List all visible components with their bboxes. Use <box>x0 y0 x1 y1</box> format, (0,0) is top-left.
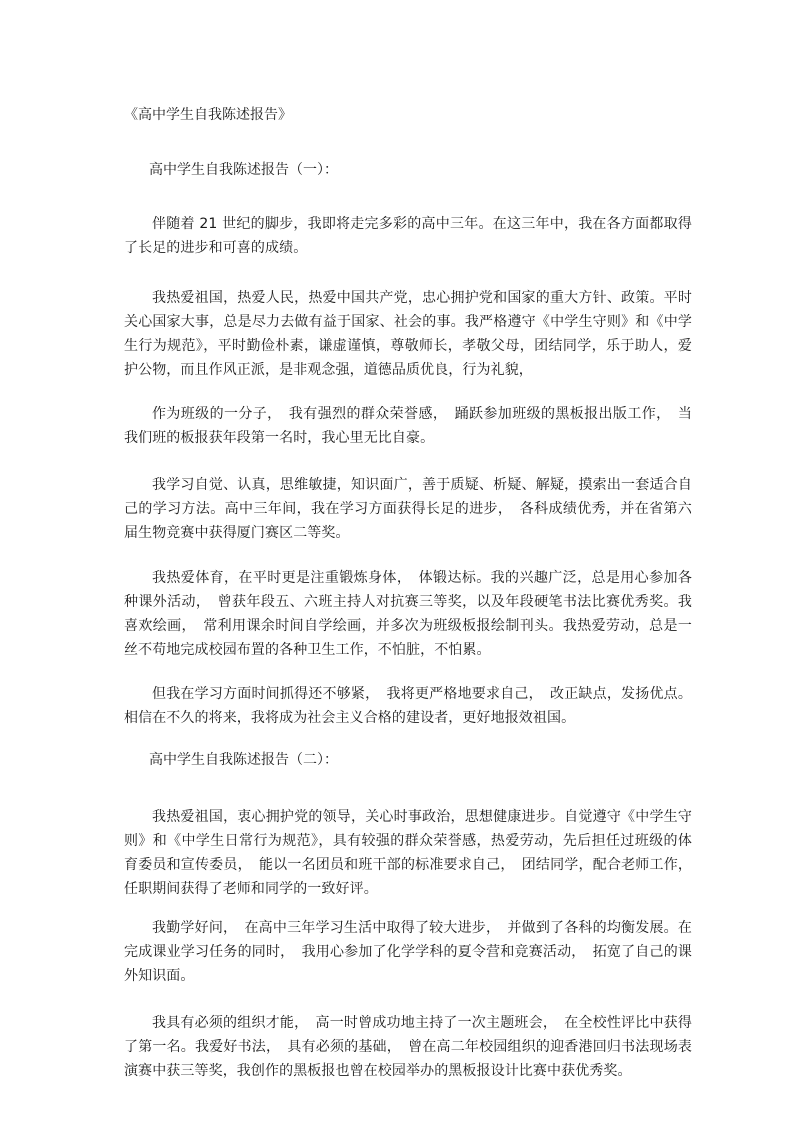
paragraph: 伴随着 21 世纪的脚步，我即将走完多彩的高中三年。在这三年中，我在各方面都取得了长足的进步和可喜的成绩。 <box>124 216 692 256</box>
paragraph: 我勤学好问， 在高中三年学习生活中取得了较大进步， 并做到了各科的均衡发展。在完成课业学习任务的同时， 我用心参加了化学学科的夏令营和竞赛活动， 拓宽了自己的课外知识面。 <box>124 920 692 984</box>
paragraph: 我热爱祖国，衷心拥护党的领导，关心时事政治，思想健康进步。自觉遵守《中学生守则》和《中学生日常行为规范》，具有较强的群众荣誉感，热爱劳动，先后担任过班级的体育委员和宣传委员， 能以一名团员和班干部的标准要求自己， 团结同学，配合老师工作，任职期间获得了老师和同学的一致好评。 <box>124 809 692 897</box>
paragraph: 我热爱体育，在平时更是注重锻炼身体， 体锻达标。我的兴趣广泛，总是用心参加各种课外活动， 曾获年段五、六班主持人对抗赛三等奖，以及年段硬笔书法比赛优秀奖。我喜欢绘画， 常利用课余时间自学绘画，并多次为班级板报绘制刊头。我热爱劳动，总是一丝不苟地完成校园布置的各种卫生工作，不怕脏，不怕累。 <box>124 570 692 658</box>
paragraph: 我热爱祖国，热爱人民，热爱中国共产党，忠心拥护党和国家的重大方针、政策。平时关心国家大事，总是尽力去做有益于国家、社会的事。我严格遵守《中学生守则》和《中学生行为规范》，平时勤俭朴素，谦虚谨慎，尊敬师长，孝敬父母，团结同学，乐于助人，爱护公物，而且作风正派，是非观念强，道德品质优良，行为礼貌， <box>124 290 692 378</box>
section-heading-1: 高中学生自我陈述报告（一）： <box>149 162 338 178</box>
document-title: 《高中学生自我陈述报告》 <box>124 107 292 123</box>
section-heading-2: 高中学生自我陈述报告（二）： <box>149 752 338 768</box>
paragraph: 我学习自觉、认真，思维敏捷，知识面广，善于质疑、析疑、解疑，摸索出一套适合自己的学习方法。高中三年间，我在学习方面获得长足的进步， 各科成绩优秀，并在省第六届生物竞赛中获得厦门赛区二等奖。 <box>124 477 692 541</box>
paragraph: 但我在学习方面时间抓得还不够紧， 我将更严格地要求自己， 改正缺点，发扬优点。相信在不久的将来，我将成为社会主义合格的建设者，更好地报效祖国。 <box>124 686 692 726</box>
paragraph: 作为班级的一分子， 我有强烈的群众荣誉感， 踊跃参加班级的黑板报出版工作， 当我们班的板报获年段第一名时，我心里无比自豪。 <box>124 406 692 446</box>
paragraph: 我具有必须的组织才能， 高一时曾成功地主持了一次主题班会， 在全校性评比中获得了第一名。我爱好书法， 具有必须的基础， 曾在高二年校园组织的迎香港回归书法现场表演赛中获三等奖，我创作的黑板报也曾在校园举办的黑板报设计比赛中获优秀奖。 <box>124 1015 692 1079</box>
